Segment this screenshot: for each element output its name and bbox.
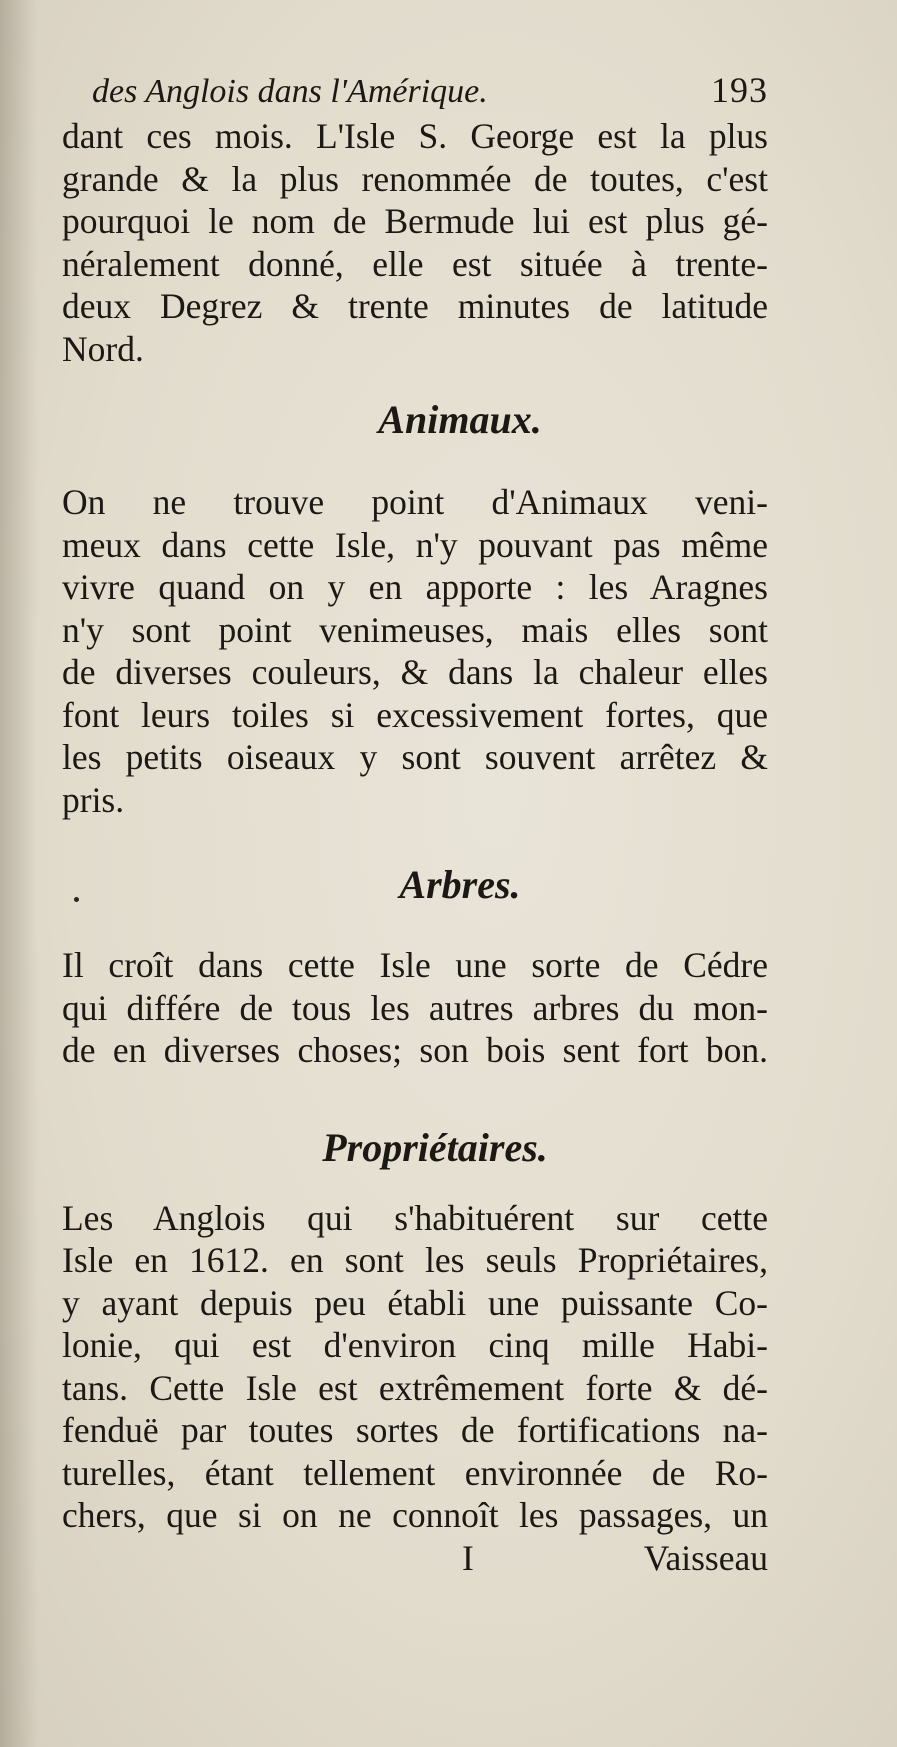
text-line: Isle en 1612. en sont les seuls Propriétaires, [62, 1240, 768, 1280]
section-heading-animaux: Animaux. [378, 397, 542, 442]
text-line: On ne trouve point d'Animaux veni- [62, 482, 768, 522]
paragraph-arbres [62, 944, 768, 1072]
text-line: dant ces mois. L'Isle S. George est la plus [62, 116, 768, 156]
text-line: de diverses couleurs, & dans la chaleur elles [62, 652, 768, 692]
section-heading-arbres: Arbres. [399, 862, 521, 907]
text-line: grande & la plus renommée de toutes, c'est [62, 158, 768, 199]
paragraph-intro [62, 115, 768, 370]
page-number: 193 [711, 70, 768, 110]
running-head-title: des Anglois dans l'Amérique. [92, 73, 488, 110]
text-line: meux dans cette Isle, n'y pouvant pas même [62, 524, 768, 565]
text-line: fenduë par toutes sortes de fortifications na- [62, 1410, 768, 1450]
paragraph-animaux [62, 481, 768, 821]
text-line: deux Degrez & trente minutes de latitude [62, 286, 768, 326]
text-line: font leurs toiles si excessivement fortes, que [62, 694, 768, 735]
text-line: Nord. [62, 328, 144, 369]
catchword: Vaisseau [643, 1537, 768, 1578]
text-block [62, 72, 768, 1579]
text-line: vivre quand on y en apporte : les Aragnes [62, 567, 768, 607]
text-line: néralement donné, elle est située à trente- [62, 243, 768, 284]
text-line: qui différe de tous les autres arbres du mon- [62, 987, 768, 1028]
text-line: turelles, étant tellement environnée de Ro- [62, 1452, 768, 1493]
signature-mark: I [462, 1537, 474, 1578]
text-line: de en diverses choses; son bois sent fort bon. [62, 1030, 768, 1070]
text-line: chers, que si on ne connoît les passages, un [62, 1495, 768, 1535]
text-line: lonie, qui est d'environ cinq mille Habi- [62, 1325, 768, 1365]
gutter-shadow [0, 0, 38, 1747]
text-line: pris. [62, 779, 125, 820]
text-line: pourquoi le nom de Bermude lui est plus gé- [62, 201, 768, 241]
text-line: Il croît dans cette Isle une sorte de Cédre [62, 945, 768, 985]
running-head [92, 72, 768, 109]
text-line: Les Anglois qui s'habituérent sur cette [62, 1197, 768, 1238]
page-footer [62, 1537, 768, 1580]
section-heading-proprietaires: Propriétaires. [322, 1124, 548, 1170]
text-line: y ayant depuis peu établi une puissante Co- [62, 1282, 768, 1323]
text-line: tans. Cette Isle est extrêmement forte & dé- [62, 1367, 768, 1408]
ink-dot [74, 897, 79, 902]
text-line: les petits oiseaux y sont souvent arrêtez & [62, 737, 768, 777]
paragraph-proprietaires [62, 1197, 768, 1537]
text-line: n'y sont point venimeuses, mais elles sont [62, 609, 768, 650]
